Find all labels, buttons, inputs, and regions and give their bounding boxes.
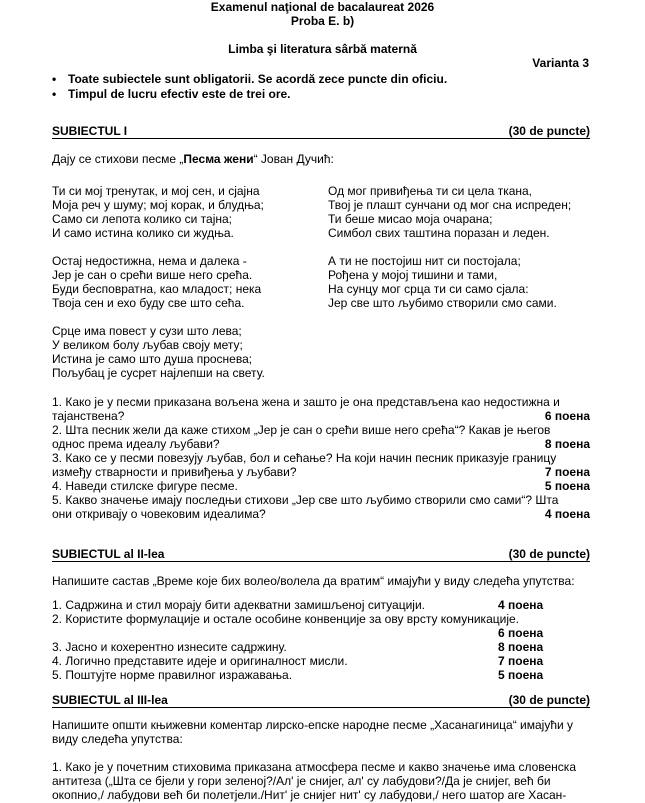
question-5: 5. Какво значење имају последњи стихови „Јер све што љубимо створили смо сами“? Шта они откривају о човековим идеалима? 4 поена	[52, 493, 590, 522]
task-item: 4. Логично представите идеје и оригиналност мисли.	[52, 654, 348, 668]
task-points: 5 поена	[498, 668, 544, 682]
poem-line: У великом болу љубав своју мету;	[52, 338, 243, 352]
task-points: 7 поена	[498, 654, 544, 668]
task-points: 6 поена	[498, 626, 544, 640]
question-1: 1. Како је у песми приказана вољена жена и зашто је она представљена као недостижна и тајанствена? 6 поена	[52, 395, 590, 424]
poem-line: Буди бесповратна, као младост; нека	[52, 282, 262, 296]
poem-line: Ти беше мисао моја очарана;	[328, 212, 493, 226]
poem-line: А ти не постојиш нит си постојала;	[328, 254, 521, 268]
section-3-question-1: окопнио,/ лабудови већ би полетјели./Нит' је снијег нит' су лабудови,/ него шатор аге Хасан-	[52, 788, 567, 802]
poem-line: И само истина колико си жудња.	[52, 226, 234, 240]
variant-label: Varianta 3	[532, 56, 589, 70]
exam-proba: Proba E. b)	[290, 14, 355, 28]
poem-line: Твој је плашт сунчани од мог сна испреден;	[328, 198, 572, 212]
instruction-item: • Toate subiectele sunt obligatorii. Se acordă zece puncte din oficiu.	[52, 72, 448, 86]
section-1-heading: SUBIECTUL I (30 de puncte)	[52, 124, 590, 138]
poem-line: Истина је само што душа проснева;	[52, 352, 253, 366]
poem-line: На сунцу мог срца ти си само сјала:	[328, 282, 529, 296]
poem-line: Ти си мој тренутак, и мој сен, и сјајна	[52, 184, 260, 198]
poem-line: Јер је сан о срећи више него срећа.	[52, 268, 253, 282]
instruction-item: • Timpul de lucru efectiv este de trei ore.	[52, 87, 291, 101]
task-points: 8 поена	[498, 640, 544, 654]
exam-title: Examenul naţional de bacalaureat 2026	[210, 0, 435, 14]
section-3-heading: SUBIECTUL al III-lea (30 de puncte)	[52, 693, 590, 707]
question-2: 2. Шта песник жели да каже стихом „Јер је сан о срећи више него срећа“? Какав је његов однос према идеалу љубави? 8 поена	[52, 423, 590, 452]
task-points: 4 поена	[498, 598, 544, 612]
section-1-intro: Дају се стихови песме „Песма жени“ Јован Дучић:	[52, 152, 334, 166]
task-item: 2. Користите формулације и остале особине конвенције за ову врсту комуникације.	[52, 612, 519, 626]
poem-line: Остај недостижна, нема и далека -	[52, 254, 247, 268]
question-3: 3. Како се у песми повезују љубав, бол и сећање? На који начин песник приказује границу између стварности и привиђења у љубави? 7 поена	[52, 451, 590, 480]
poem-line: Јер све што љубимо створили смо сами.	[328, 296, 557, 310]
question-4: 4. Наведи стилске фигуре песме. 5 поена	[52, 479, 590, 493]
poem-line: Срце има повест у сузи што лева;	[52, 324, 242, 338]
bullet-icon: •	[52, 72, 57, 86]
task-item: 1. Садржина и стил морају бити адекватни замишљеној ситуацији.	[52, 598, 425, 612]
section-2-intro: Напишите састав „Време које бих волео/волела да вратим“ имајући у виду следећа упутства:	[52, 574, 575, 588]
task-item: 3. Јасно и кохерентно изнесите садржину.	[52, 640, 287, 654]
poem-line: Пољубац је сусрет најлепши на свету.	[52, 366, 265, 380]
task-item: 5. Поштујте норме правилног изражавања.	[52, 668, 293, 682]
bullet-icon: •	[52, 87, 57, 101]
poem-line: Рођена у мојој тишини и тами,	[328, 268, 498, 282]
poem-line: Само си лепота колико си тајна;	[52, 212, 232, 226]
instructions-list	[52, 72, 447, 102]
section-2-heading: SUBIECTUL al II-lea (30 de puncte)	[52, 547, 590, 561]
section-3-question-1: антитеза („Шта се бјели у гори зеленој?/Ал' је снијег, ал' су лабудови?/Да је снијег, већ би	[52, 774, 551, 788]
poem-line: Симбол свих таштина поразан и леден.	[328, 226, 550, 240]
poem-line: Твоја сен и ехо буду све што сећа.	[52, 296, 245, 310]
section-3-question-1: 1. Како је у почетним стиховима приказана атмосфера песме и какво значење има словенска	[52, 760, 576, 774]
exam-subject: Limba şi literatura sârbă maternă	[228, 42, 417, 56]
section-3-intro: виду следећа упутства:	[52, 732, 183, 746]
section-3-intro: Напишите општи књижевни коментар лирско-епске народне песме „Хасанагиница“ имајући у	[52, 718, 574, 732]
poem-line: Моја реч у шуму; мој корак, и блудња;	[52, 198, 264, 212]
poem-line: Од мог привиђења ти си цела ткана,	[328, 184, 533, 198]
